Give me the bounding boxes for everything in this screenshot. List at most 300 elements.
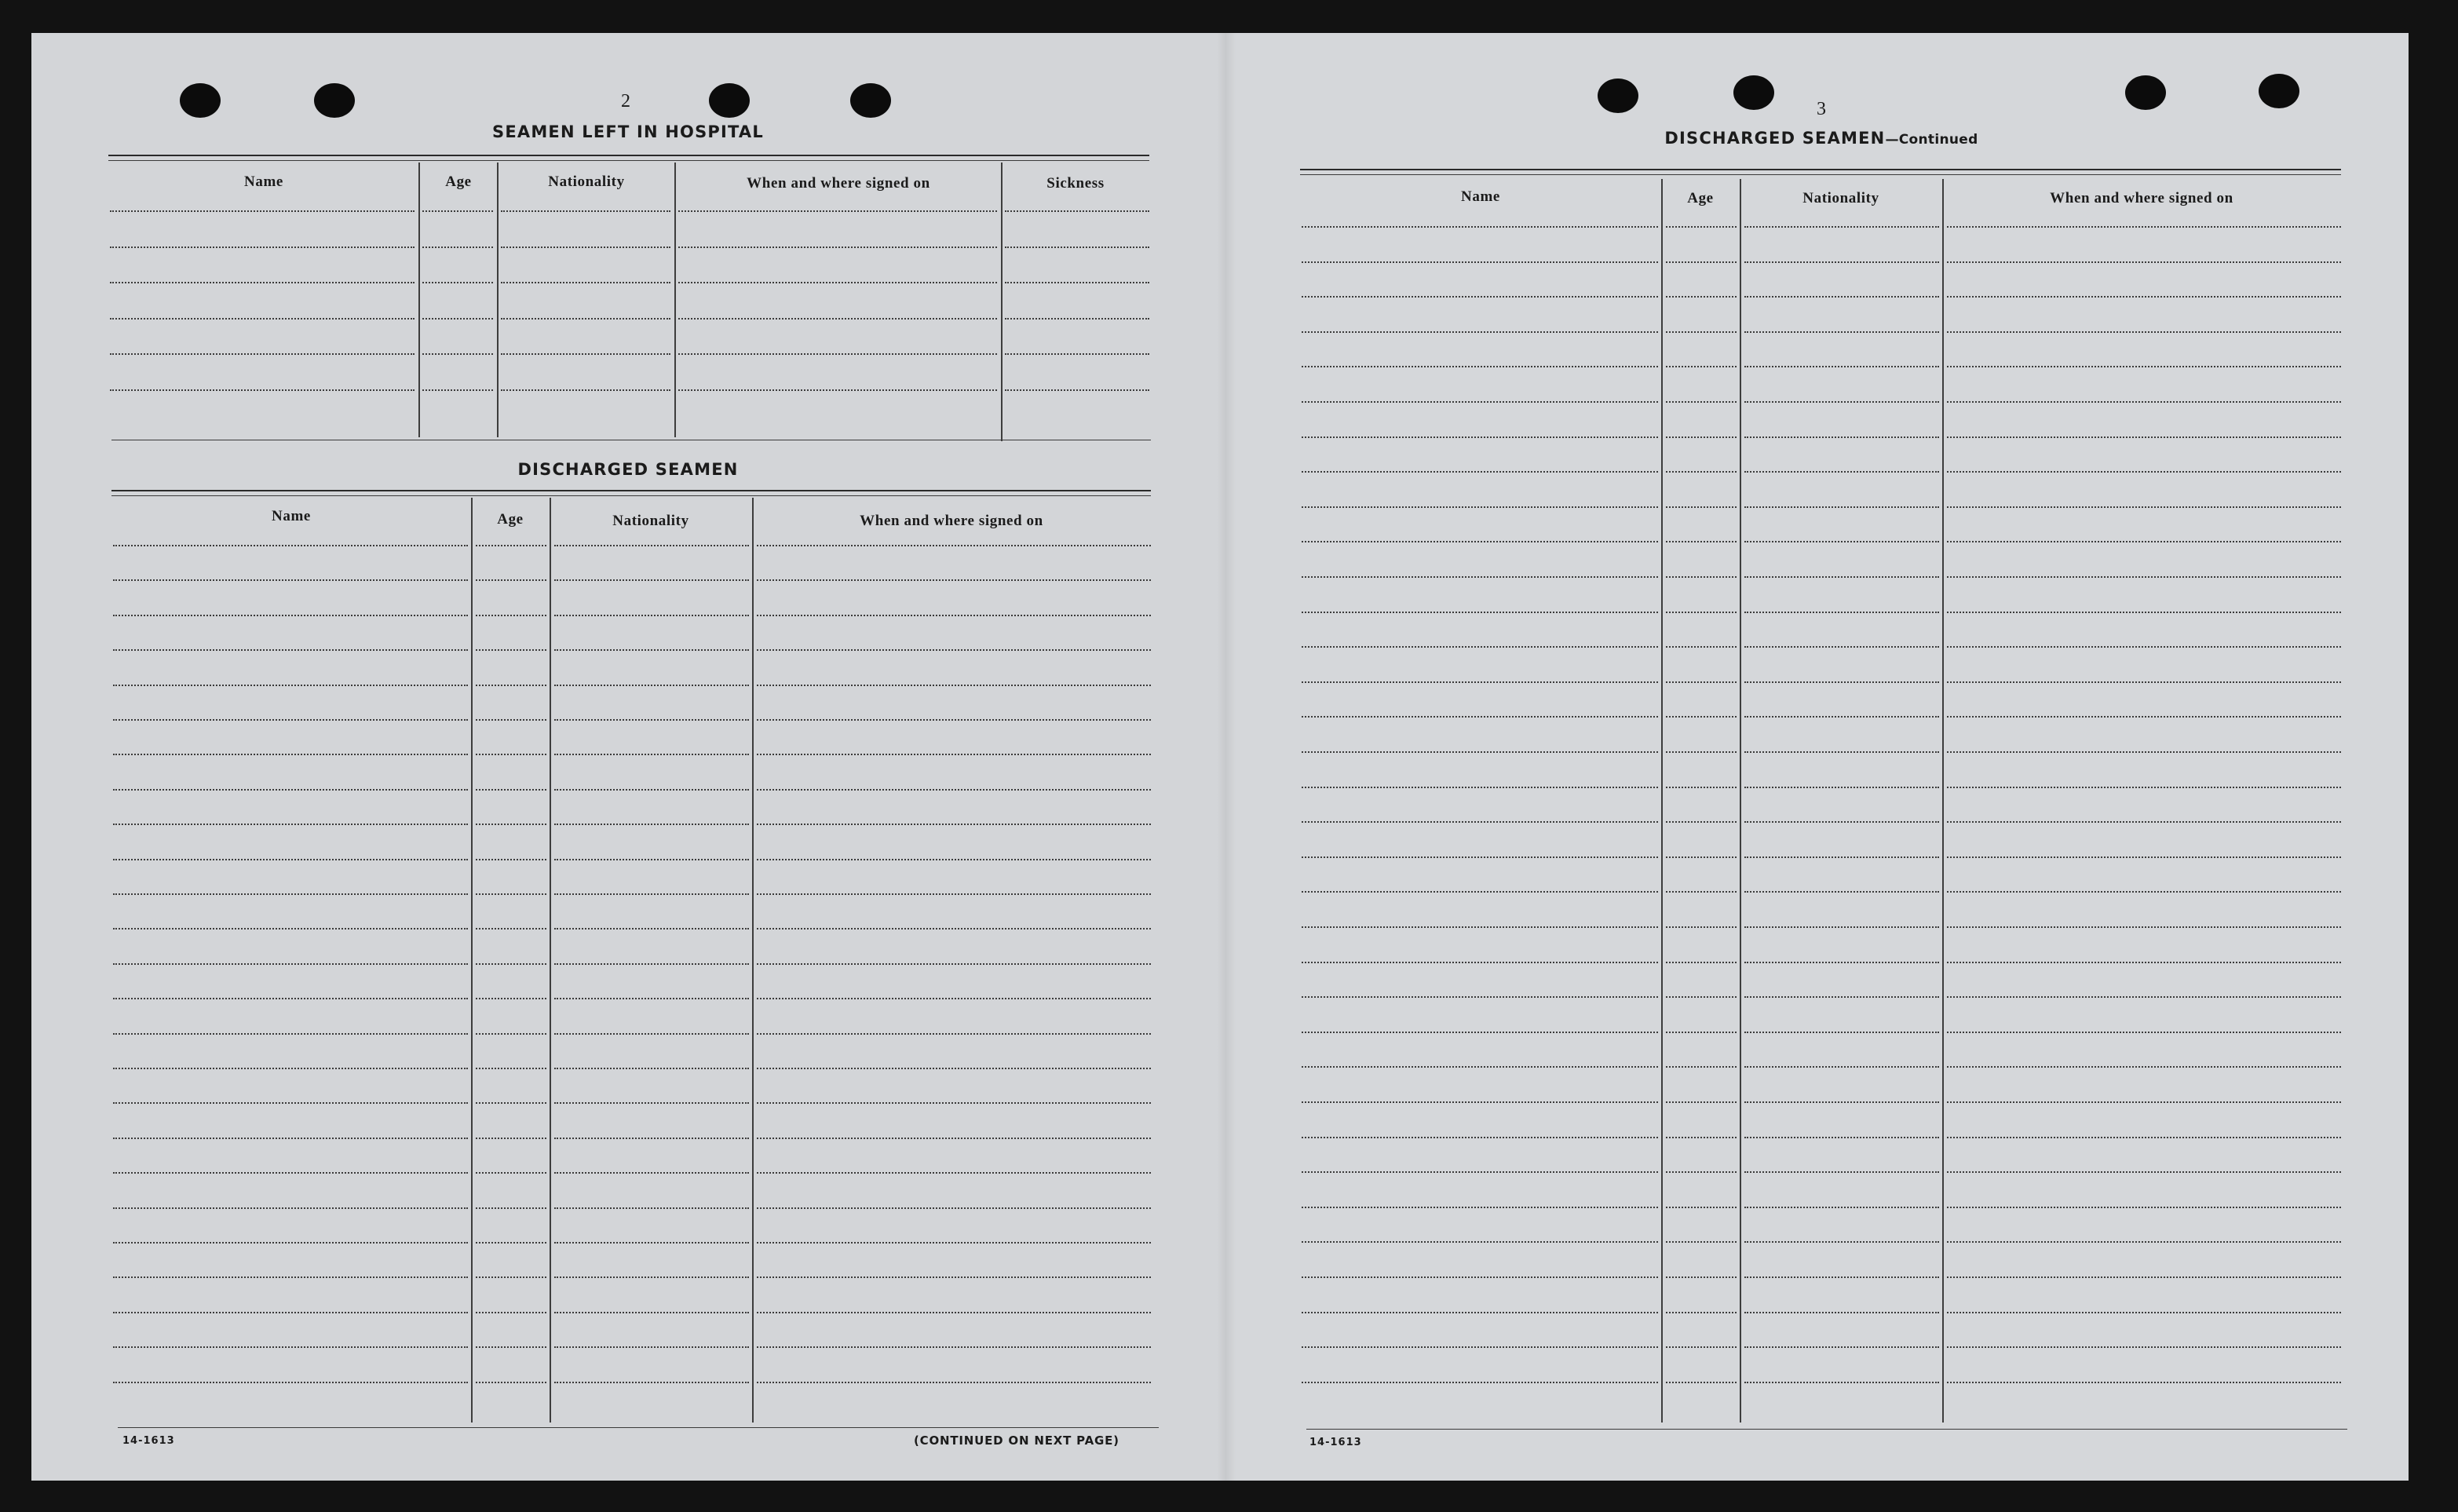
blank-entry-line [476, 1207, 546, 1209]
blank-entry-line [1302, 401, 1658, 403]
blank-entry-line [113, 579, 468, 581]
blank-entry-line [1947, 821, 2341, 823]
blank-entry-line [757, 859, 1151, 860]
blank-entry-line [1744, 261, 1939, 263]
blank-entry-line [1744, 1066, 1939, 1068]
column-divider [497, 163, 499, 437]
blank-entry-line [757, 1033, 1151, 1035]
blank-entry-line [113, 1102, 468, 1104]
punch-hole [180, 83, 221, 118]
blank-entry-line [1947, 1066, 2341, 1068]
blank-entry-line [1666, 1312, 1737, 1313]
blank-entry-line [1302, 751, 1658, 753]
blank-entry-line [554, 1172, 749, 1174]
table-top-rule [111, 490, 1151, 491]
column-header-nationality: Nationality [1802, 190, 1879, 206]
blank-entry-line [554, 1242, 749, 1244]
blank-entry-line [1302, 1066, 1658, 1068]
table-bottom-rule [1306, 1429, 2347, 1430]
blank-entry-line [757, 1207, 1151, 1209]
column-divider [418, 163, 420, 437]
blank-entry-line [476, 1346, 546, 1348]
blank-entry-line [1947, 1101, 2341, 1103]
column-header-age: Age [497, 511, 524, 528]
blank-entry-line [1947, 436, 2341, 438]
blank-entry-line [678, 247, 997, 248]
blank-entry-line [1302, 1101, 1658, 1103]
blank-entry-line [1302, 261, 1658, 263]
blank-entry-line [757, 1346, 1151, 1348]
blank-entry-line [1947, 856, 2341, 858]
blank-entry-line [1947, 366, 2341, 367]
blank-entry-line [1666, 646, 1737, 648]
blank-entry-line [113, 1207, 468, 1209]
blank-entry-line [1744, 471, 1939, 473]
blank-entry-line [1744, 716, 1939, 718]
blank-entry-line [422, 389, 493, 391]
blank-entry-line [1744, 962, 1939, 963]
punch-hole [314, 83, 355, 118]
punch-hole [850, 83, 891, 118]
blank-entry-line [422, 247, 493, 248]
column-header-name: Name [1461, 188, 1500, 205]
blank-entry-line [476, 719, 546, 721]
blank-entry-line [1302, 891, 1658, 893]
blank-entry-line [1302, 821, 1658, 823]
page-fold [1217, 33, 1236, 1481]
blank-entry-line [1005, 389, 1149, 391]
blank-entry-line [1947, 1346, 2341, 1348]
blank-entry-line [1947, 296, 2341, 298]
blank-entry-line [476, 1312, 546, 1313]
blank-entry-line [1744, 1137, 1939, 1138]
blank-entry-line [1302, 716, 1658, 718]
table-top-rule [111, 495, 1151, 496]
blank-entry-line [1302, 646, 1658, 648]
blank-entry-line [501, 318, 670, 320]
blank-entry-line [1947, 1137, 2341, 1138]
blank-entry-line [476, 1242, 546, 1244]
blank-entry-line [1666, 1207, 1737, 1208]
blank-entry-line [113, 1138, 468, 1139]
column-header-age: Age [445, 173, 472, 190]
blank-entry-line [1666, 401, 1737, 403]
blank-entry-line [110, 353, 415, 355]
blank-entry-line [1947, 1032, 2341, 1033]
blank-entry-line [1666, 1032, 1737, 1033]
blank-entry-line [1666, 1276, 1737, 1278]
blank-entry-line [113, 719, 468, 721]
blank-entry-line [757, 685, 1151, 686]
blank-entry-line [422, 318, 493, 320]
blank-entry-line [113, 545, 468, 546]
blank-entry-line [110, 318, 415, 320]
blank-entry-line [1744, 296, 1939, 298]
punch-hole [2259, 74, 2299, 108]
blank-entry-line [554, 615, 749, 616]
blank-entry-line [1666, 576, 1737, 578]
blank-entry-line [1302, 856, 1658, 858]
blank-entry-line [1744, 1101, 1939, 1103]
blank-entry-line [554, 789, 749, 791]
blank-entry-line [1744, 226, 1939, 228]
blank-entry-line [554, 1138, 749, 1139]
blank-entry-line [1947, 576, 2341, 578]
punch-hole [1598, 79, 1638, 113]
section-title-hospital: SEAMEN LEFT IN HOSPITAL [492, 122, 764, 141]
blank-entry-line [757, 754, 1151, 755]
blank-entry-line [757, 545, 1151, 546]
blank-entry-line [1666, 856, 1737, 858]
blank-entry-line [476, 685, 546, 686]
blank-entry-line [476, 615, 546, 616]
blank-entry-line [1947, 331, 2341, 333]
blank-entry-line [1302, 331, 1658, 333]
blank-entry-line [1666, 1171, 1737, 1173]
blank-entry-line [1302, 1312, 1658, 1313]
blank-entry-line [757, 1382, 1151, 1383]
blank-entry-line [554, 649, 749, 651]
table-top-rule [108, 160, 1149, 161]
blank-entry-line [476, 1172, 546, 1174]
blank-entry-line [1947, 716, 2341, 718]
blank-entry-line [1666, 1101, 1737, 1103]
blank-entry-line [1005, 282, 1149, 283]
blank-entry-line [1744, 856, 1939, 858]
blank-entry-line [110, 247, 415, 248]
blank-entry-line [1302, 681, 1658, 683]
blank-entry-line [1302, 1346, 1658, 1348]
blank-entry-line [113, 998, 468, 999]
blank-entry-line [1666, 331, 1737, 333]
blank-entry-line [1302, 226, 1658, 228]
blank-entry-line [1744, 646, 1939, 648]
blank-entry-line [113, 1172, 468, 1174]
page-number: 2 [621, 91, 630, 111]
blank-entry-line [757, 649, 1151, 651]
blank-entry-line [476, 824, 546, 825]
blank-entry-line [476, 649, 546, 651]
blank-entry-line [476, 579, 546, 581]
blank-entry-line [1666, 612, 1737, 613]
blank-entry-line [757, 824, 1151, 825]
blank-entry-line [1744, 821, 1939, 823]
table-top-rule [1300, 169, 2341, 170]
blank-entry-line [757, 893, 1151, 895]
blank-entry-line [476, 1068, 546, 1069]
blank-entry-line [113, 754, 468, 755]
blank-entry-line [113, 789, 468, 791]
blank-entry-line [1005, 247, 1149, 248]
blank-entry-line [1947, 1171, 2341, 1173]
blank-entry-line [1744, 612, 1939, 613]
blank-entry-line [1947, 751, 2341, 753]
blank-entry-line [1666, 436, 1737, 438]
title-continued: —Continued [1885, 132, 1978, 148]
blank-entry-line [1302, 1241, 1658, 1243]
continued-note: (CONTINUED ON NEXT PAGE) [914, 1433, 1119, 1448]
blank-entry-line [757, 963, 1151, 965]
blank-entry-line [476, 1276, 546, 1278]
table-top-rule [108, 155, 1149, 156]
blank-entry-line [1744, 1276, 1939, 1278]
blank-entry-line [476, 545, 546, 546]
blank-entry-line [554, 1207, 749, 1209]
blank-entry-line [1666, 1346, 1737, 1348]
blank-entry-line [1666, 1066, 1737, 1068]
column-divider [550, 498, 551, 1423]
blank-entry-line [476, 928, 546, 929]
blank-entry-line [1302, 296, 1658, 298]
blank-entry-line [1666, 541, 1737, 542]
column-divider [1942, 179, 1944, 1423]
blank-entry-line [1744, 366, 1939, 367]
blank-entry-line [1744, 1032, 1939, 1033]
right-page [1226, 33, 2409, 1481]
section-title-discharged-continued [1570, 129, 2073, 148]
blank-entry-line [110, 282, 415, 283]
blank-entry-line [678, 282, 997, 283]
form-number: 14-1613 [1309, 1437, 1362, 1448]
blank-entry-line [1302, 1207, 1658, 1208]
blank-entry-line [1302, 996, 1658, 998]
blank-entry-line [113, 1033, 468, 1035]
blank-entry-line [1947, 787, 2341, 788]
blank-entry-line [554, 1346, 749, 1348]
column-divider [1661, 179, 1663, 1423]
blank-entry-line [554, 963, 749, 965]
blank-entry-line [757, 789, 1151, 791]
blank-entry-line [1666, 996, 1737, 998]
blank-entry-line [554, 1382, 749, 1383]
blank-entry-line [1744, 1241, 1939, 1243]
blank-entry-line [1666, 891, 1737, 893]
blank-entry-line [110, 210, 415, 212]
blank-entry-line [1947, 1207, 2341, 1208]
blank-entry-line [1302, 926, 1658, 928]
blank-entry-line [422, 210, 493, 212]
blank-entry-line [1666, 366, 1737, 367]
blank-entry-line [1666, 751, 1737, 753]
blank-entry-line [476, 1382, 546, 1383]
blank-entry-line [1947, 926, 2341, 928]
blank-entry-line [757, 1068, 1151, 1069]
column-header-nationality: Nationality [612, 513, 689, 529]
blank-entry-line [113, 928, 468, 929]
blank-entry-line [1744, 331, 1939, 333]
blank-entry-line [554, 824, 749, 825]
blank-entry-line [678, 210, 997, 212]
blank-entry-line [113, 859, 468, 860]
blank-entry-line [1947, 681, 2341, 683]
punch-hole [2125, 75, 2166, 110]
blank-entry-line [1947, 891, 2341, 893]
blank-entry-line [678, 389, 997, 391]
blank-entry-line [1947, 506, 2341, 508]
blank-entry-line [1947, 962, 2341, 963]
blank-entry-line [1302, 471, 1658, 473]
blank-entry-line [476, 998, 546, 999]
blank-entry-line [113, 685, 468, 686]
blank-entry-line [1947, 541, 2341, 542]
blank-entry-line [113, 1276, 468, 1278]
blank-entry-line [113, 1242, 468, 1244]
blank-entry-line [476, 893, 546, 895]
blank-entry-line [1744, 996, 1939, 998]
blank-entry-line [1302, 1382, 1658, 1383]
blank-entry-line [554, 998, 749, 999]
column-divider [471, 498, 473, 1423]
blank-entry-line [476, 789, 546, 791]
blank-entry-line [678, 353, 997, 355]
blank-entry-line [554, 928, 749, 929]
column-divider [1001, 163, 1003, 441]
blank-entry-line [501, 353, 670, 355]
blank-entry-line [1302, 576, 1658, 578]
blank-entry-line [1666, 926, 1737, 928]
blank-entry-line [1744, 926, 1939, 928]
blank-entry-line [476, 1102, 546, 1104]
blank-entry-line [1744, 681, 1939, 683]
form-number: 14-1613 [122, 1435, 175, 1447]
blank-entry-line [1666, 787, 1737, 788]
blank-entry-line [1947, 1241, 2341, 1243]
blank-entry-line [1302, 1171, 1658, 1173]
blank-entry-line [1302, 962, 1658, 963]
blank-entry-line [476, 859, 546, 860]
blank-entry-line [1947, 471, 2341, 473]
blank-entry-line [1666, 1241, 1737, 1243]
blank-entry-line [1302, 366, 1658, 367]
blank-entry-line [554, 1102, 749, 1104]
blank-entry-line [1666, 821, 1737, 823]
column-header-name: Name [272, 508, 311, 524]
blank-entry-line [476, 963, 546, 965]
blank-entry-line [1666, 261, 1737, 263]
blank-entry-line [554, 1068, 749, 1069]
blank-entry-line [1666, 716, 1737, 718]
blank-entry-line [1005, 353, 1149, 355]
blank-entry-line [501, 247, 670, 248]
blank-entry-line [1666, 681, 1737, 683]
blank-entry-line [1947, 261, 2341, 263]
blank-entry-line [757, 1276, 1151, 1278]
column-header-signed-on: When and where signed on [860, 513, 1043, 529]
blank-entry-line [1744, 576, 1939, 578]
blank-entry-line [757, 1242, 1151, 1244]
column-divider [752, 498, 754, 1423]
blank-entry-line [113, 893, 468, 895]
left-page [31, 33, 1226, 1481]
blank-entry-line [113, 824, 468, 825]
blank-entry-line [1744, 401, 1939, 403]
blank-entry-line [554, 754, 749, 755]
blank-entry-line [476, 1033, 546, 1035]
blank-entry-line [1744, 541, 1939, 542]
blank-entry-line [501, 282, 670, 283]
blank-entry-line [757, 1138, 1151, 1139]
blank-entry-line [1666, 1382, 1737, 1383]
blank-entry-line [757, 719, 1151, 721]
blank-entry-line [757, 1102, 1151, 1104]
blank-entry-line [757, 998, 1151, 999]
column-header-age: Age [1687, 190, 1714, 206]
table-top-rule [1300, 174, 2341, 175]
column-header-signed-on: When and where signed on [747, 175, 930, 192]
blank-entry-line [1666, 962, 1737, 963]
blank-entry-line [113, 1346, 468, 1348]
punch-hole [1733, 75, 1774, 110]
blank-entry-line [501, 389, 670, 391]
blank-entry-line [113, 1382, 468, 1383]
blank-entry-line [1744, 1171, 1939, 1173]
blank-entry-line [757, 615, 1151, 616]
blank-entry-line [476, 1138, 546, 1139]
blank-entry-line [554, 1033, 749, 1035]
table-bottom-rule [118, 1427, 1159, 1428]
blank-entry-line [1744, 436, 1939, 438]
blank-entry-line [554, 1276, 749, 1278]
blank-entry-line [554, 685, 749, 686]
column-divider [1740, 179, 1741, 1423]
blank-entry-line [113, 963, 468, 965]
blank-entry-line [1947, 612, 2341, 613]
blank-entry-line [554, 893, 749, 895]
blank-entry-line [1947, 646, 2341, 648]
blank-entry-line [757, 928, 1151, 929]
blank-entry-line [1744, 1312, 1939, 1313]
blank-entry-line [1302, 1276, 1658, 1278]
blank-entry-line [113, 649, 468, 651]
blank-entry-line [757, 579, 1151, 581]
blank-entry-line [422, 353, 493, 355]
blank-entry-line [1947, 996, 2341, 998]
column-header-signed-on: When and where signed on [2050, 190, 2233, 206]
blank-entry-line [1666, 506, 1737, 508]
blank-entry-line [1005, 318, 1149, 320]
blank-entry-line [1744, 751, 1939, 753]
blank-entry-line [1744, 1346, 1939, 1348]
blank-entry-line [113, 1068, 468, 1069]
blank-entry-line [1302, 1137, 1658, 1138]
column-header-name: Name [244, 173, 283, 190]
blank-entry-line [110, 389, 415, 391]
blank-entry-line [1302, 436, 1658, 438]
blank-entry-line [1947, 401, 2341, 403]
punch-hole [709, 83, 750, 118]
blank-entry-line [1666, 1137, 1737, 1138]
blank-entry-line [1744, 506, 1939, 508]
blank-entry-line [1302, 612, 1658, 613]
blank-entry-line [554, 719, 749, 721]
blank-entry-line [1666, 471, 1737, 473]
blank-entry-line [113, 1312, 468, 1313]
blank-entry-line [678, 318, 997, 320]
blank-entry-line [1302, 787, 1658, 788]
column-header-sickness: Sickness [1046, 175, 1105, 192]
blank-entry-line [1666, 226, 1737, 228]
blank-entry-line [1005, 210, 1149, 212]
blank-entry-line [1947, 1312, 2341, 1313]
page-number: 3 [1817, 99, 1826, 119]
blank-entry-line [1744, 787, 1939, 788]
blank-entry-line [1744, 1207, 1939, 1208]
title-main: DISCHARGED SEAMEN [1664, 129, 1886, 148]
blank-entry-line [1302, 506, 1658, 508]
blank-entry-line [554, 859, 749, 860]
blank-entry-line [1302, 541, 1658, 542]
blank-entry-line [1947, 1382, 2341, 1383]
